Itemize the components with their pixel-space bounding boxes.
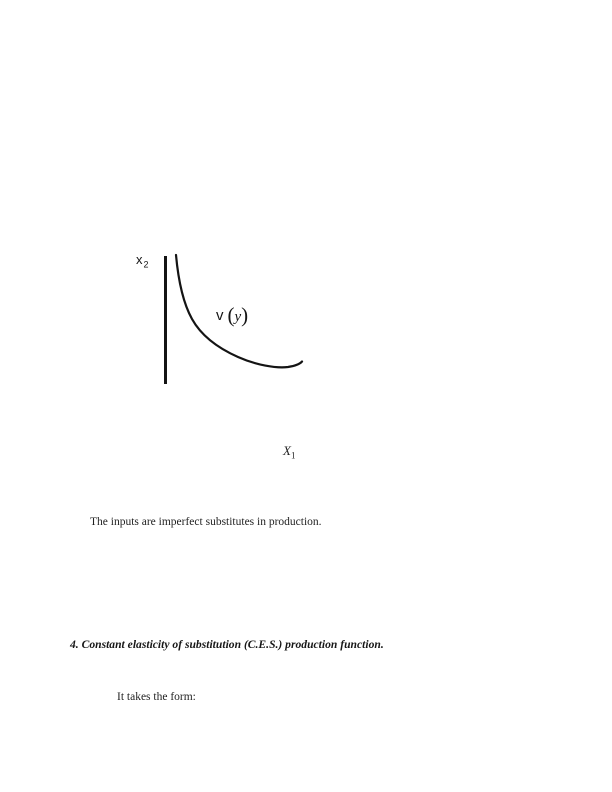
section-heading: 4. Constant elasticity of substitution (C.E.S.) production function. xyxy=(70,638,384,651)
curve-label-open-paren: ( xyxy=(227,303,235,327)
curve-label-argument: y xyxy=(234,309,242,325)
form-intro: It takes the form: xyxy=(117,691,196,703)
curve-label xyxy=(216,303,248,328)
substitutes-note: The inputs are imperfect substitutes in production. xyxy=(90,516,322,528)
x-axis-label-base: X xyxy=(283,443,291,458)
curve-label-function: v xyxy=(216,307,224,324)
x-axis-label-subscript: 1 xyxy=(290,450,296,461)
y-axis-label-subscript: 2 xyxy=(143,259,149,270)
curve-label-close-paren: ) xyxy=(241,303,249,327)
y-axis-label-base: x xyxy=(136,252,144,267)
x-axis-label xyxy=(283,443,295,461)
